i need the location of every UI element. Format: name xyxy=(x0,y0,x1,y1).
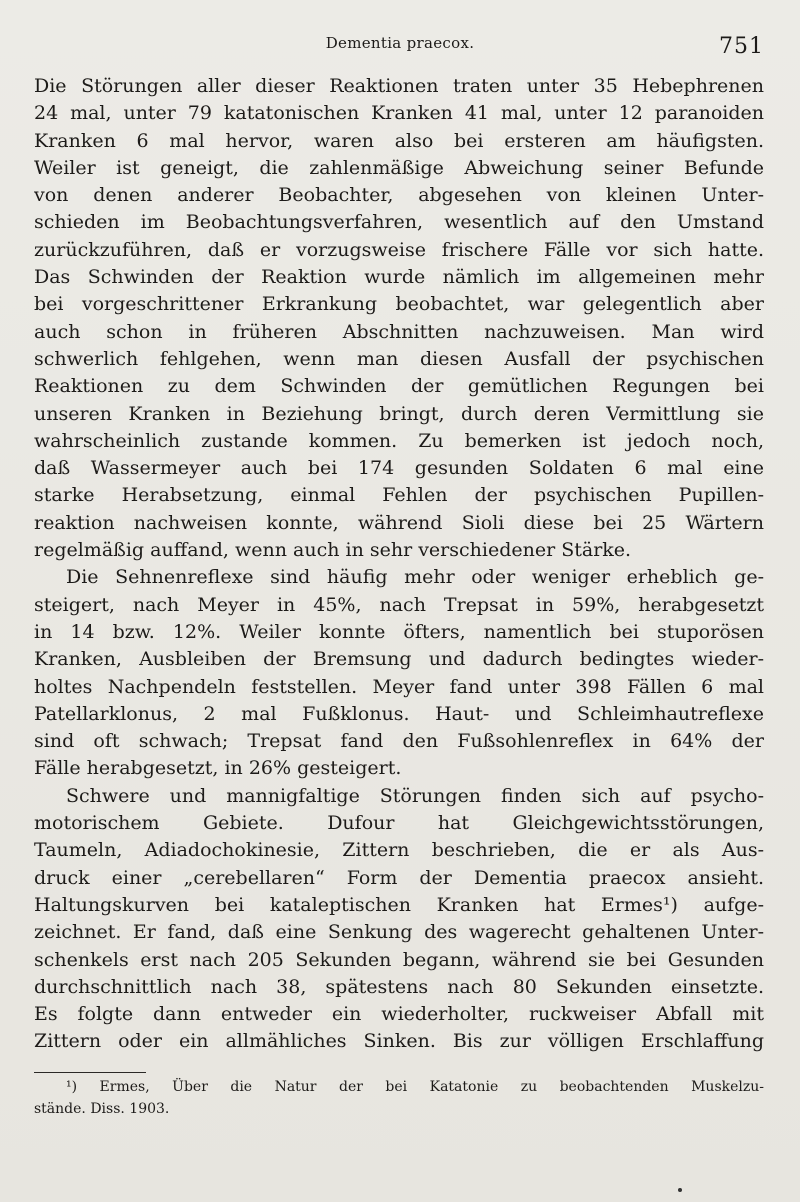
text-line: Schwere und mannigfaltige Störungen finden sich auf psycho- xyxy=(66,784,764,807)
text-line: steigert, nach Meyer in 45%, nach Trepsat in 59%, herabgesetzt xyxy=(34,593,764,616)
text-line: Taumeln, Adiadochokinesie, Zittern beschrieben, die er als Aus- xyxy=(34,839,764,862)
text-line: druck einer „cerebellaren“ Form der Dementia praecox ansieht. xyxy=(34,866,764,889)
text-line: Fälle herabgesetzt, in 26% gesteigert. xyxy=(34,757,402,780)
text-line: schwerlich fehlgehen, wenn man diesen Ausfall der psychischen xyxy=(34,347,764,370)
text-line: Haltungskurven bei kataleptischen Kranken hat Ermes¹) aufge- xyxy=(34,893,764,916)
text-line: reaktion nachweisen konnte, während Sioli diese bei 25 Wärtern xyxy=(34,511,764,534)
text-line: holtes Nachpendeln feststellen. Meyer fand unter 398 Fällen 6 mal xyxy=(34,675,764,698)
text-line: Die Sehnenreflexe sind häufig mehr oder weniger erheblich ge- xyxy=(66,566,764,589)
running-head xyxy=(0,32,800,62)
text-line: zeichnet. Er fand, daß eine Senkung des wagerecht gehaltenen Unter- xyxy=(34,921,764,944)
body-text xyxy=(34,73,764,1056)
text-line: schenkels erst nach 205 Sekunden begann, während sie bei Gesunden xyxy=(34,948,764,971)
footnote-divider xyxy=(34,1072,146,1073)
text-line: 24 mal, unter 79 katatonischen Kranken 41 mal, unter 12 paranoiden xyxy=(34,102,764,125)
text-line: Kranken, Ausbleiben der Bremsung und dadurch bedingtes wieder- xyxy=(34,648,764,671)
text-line: bei vorgeschrittener Erkrankung beobachtet, war gelegentlich aber xyxy=(34,293,764,316)
text-line: daß Wassermeyer auch bei 174 gesunden Soldaten 6 mal eine xyxy=(34,457,764,480)
text-line: schieden im Beobachtungsverfahren, wesentlich auf den Umstand xyxy=(34,211,764,234)
text-line: unseren Kranken in Beziehung bringt, durch deren Vermittlung sie xyxy=(34,402,764,425)
print-speck xyxy=(678,1188,682,1192)
text-line: Es folgte dann entweder ein wiederholter, ruckweiser Abfall mit xyxy=(34,1003,764,1026)
text-line: auch schon in früheren Abschnitten nachzuweisen. Man wird xyxy=(34,320,764,343)
text-line: Zittern oder ein allmähliches Sinken. Bis zur völligen Erschlaffung xyxy=(34,1030,764,1053)
text-line: wahrscheinlich zustande kommen. Zu bemerken ist jedoch noch, xyxy=(34,429,764,452)
text-line: Kranken 6 mal hervor, waren also bei ersteren am häufigsten. xyxy=(34,129,764,152)
text-line: von denen anderer Beobachter, abgesehen von kleinen Unter- xyxy=(34,184,764,207)
footnote xyxy=(34,1076,764,1120)
text-line: starke Herabsetzung, einmal Fehlen der psychischen Pupillen- xyxy=(34,484,764,507)
text-line: Reaktionen zu dem Schwinden der gemütlichen Regungen bei xyxy=(34,375,764,398)
page-number: 751 xyxy=(719,34,764,59)
text-line: Patellarklonus, 2 mal Fußklonus. Haut- und Schleimhautreflexe xyxy=(34,702,764,725)
text-line: zurückzuführen, daß er vorzugsweise frischere Fälle vor sich hatte. xyxy=(34,238,764,261)
text-line: durchschnittlich nach 38, spätestens nach 80 Sekunden einsetzte. xyxy=(34,975,764,998)
text-line: in 14 bzw. 12%. Weiler konnte öfters, namentlich bei stuporösen xyxy=(34,620,764,643)
running-title: Dementia praecox. xyxy=(325,34,475,52)
text-line: Das Schwinden der Reaktion wurde nämlich im allgemeinen mehr xyxy=(34,266,764,289)
footnote-line: ¹) Ermes, Über die Natur der bei Katatonie zu beobachtenden Muskelzu- xyxy=(66,1079,764,1095)
text-line: Die Störungen aller dieser Reaktionen traten unter 35 Hebephrenen xyxy=(34,75,764,97)
text-line: sind oft schwach; Trepsat fand den Fußsohlenreflex in 64% der xyxy=(34,730,764,753)
footnote-line: stände. Diss. 1903. xyxy=(34,1101,170,1117)
text-line: motorischem Gebiete. Dufour hat Gleichgewichtsstörungen, xyxy=(34,812,764,835)
text-line: Weiler ist geneigt, die zahlenmäßige Abweichung seiner Befunde xyxy=(34,156,764,179)
text-line: regelmäßig auffand, wenn auch in sehr verschiedener Stärke. xyxy=(34,539,632,562)
